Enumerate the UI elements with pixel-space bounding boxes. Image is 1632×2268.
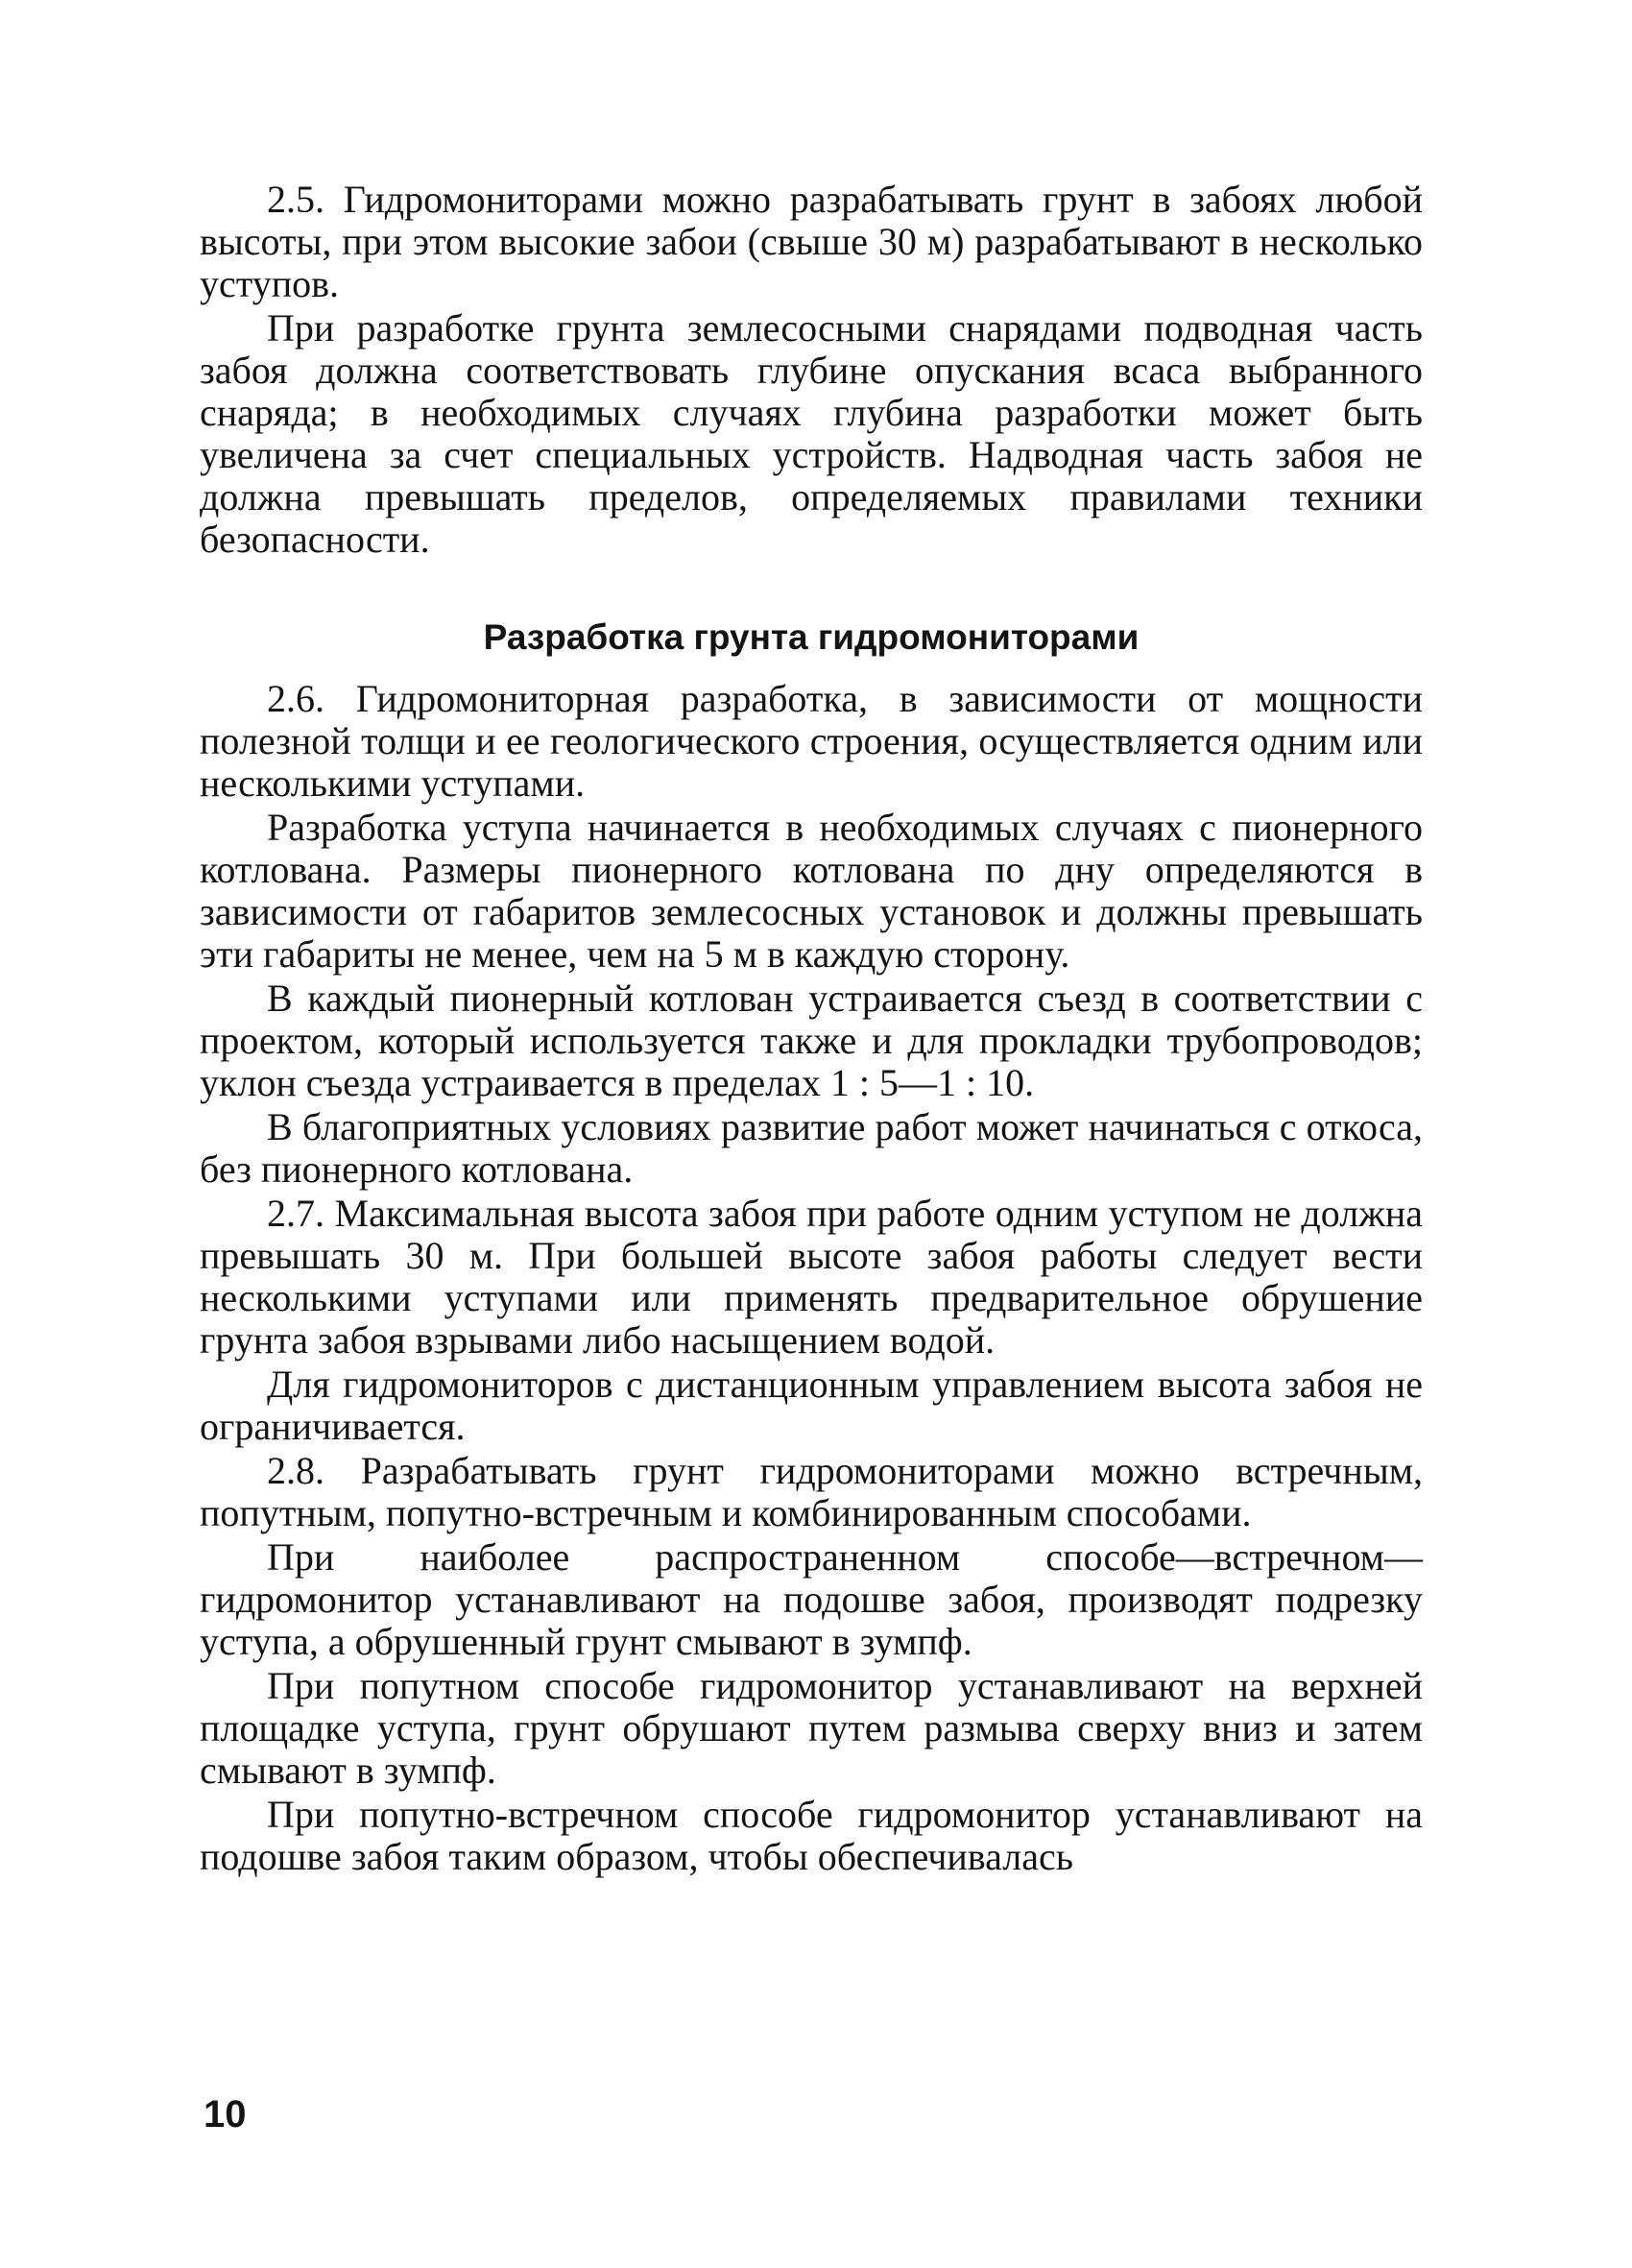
paragraph-concurrent-method: При попутном способе гидромонитор устанавливают на верхней площадке уступа, грунт обрушают путем размыва сверху вниз и затем смывают в зумпф.	[200, 1664, 1423, 1792]
paragraph-ramp: В каждый пионерный котлован устраивается съезд в соответствии с проектом, который используется также и для прокладки трубопроводов; уклон съезда устраивается в пределах 1 : 5—1 : 10.	[200, 977, 1423, 1104]
section-heading: Разработка грунта гидромониторами	[483, 617, 1140, 657]
paragraph-counter-method: При наиболее распространенном способе—встречном—гидромонитор устанавливают на подошве забоя, производят подрезку уступа, а обрушенный грунт смывают в зумпф.	[200, 1535, 1423, 1663]
paragraph-remote-control: Для гидромониторов с дистанционным управлением высота забоя не ограничивается.	[200, 1363, 1423, 1448]
paragraph-2-5: 2.5. Гидромониторами можно разрабатывать грунт в забоях любой высоты, при этом высокие забои (свыше 30 м) разрабатывают в несколько уступов.	[200, 178, 1423, 305]
page-number: 10	[204, 2093, 247, 2135]
paragraph-2-7: 2.7. Максимальная высота забоя при работе одним уступом не должна превышать 30 м. При большей высоте забоя работы следует вести несколькими уступами или применять предварительное обрушение грунта забоя взрывами либо насыщением водой.	[200, 1192, 1423, 1362]
paragraph-2-6: 2.6. Гидромониторная разработка, в зависимости от мощности полезной толщи и ее геологического строения, осуществляется одним или несколькими уступами.	[200, 677, 1423, 805]
paragraph-pioneer-pit: Разработка уступа начинается в необходимых случаях с пионерного котлована. Размеры пионерного котлована по дну определяются в зависимости от габаритов землесосных установок и должны превышать эти габариты не менее, чем на 5 м в каждую сторону.	[200, 806, 1423, 976]
paragraph-combined-method: При попутно-встречном способе гидромонитор устанавливают на подошве забоя таким образом, чтобы обеспечивалась	[200, 1793, 1423, 1878]
paragraph-2-8: 2.8. Разрабатывать грунт гидромониторами можно встречным, попутным, попутно-встречным и комбинированным способами.	[200, 1449, 1423, 1534]
paragraph-favorable-conditions: В благоприятных условиях развитие работ может начинаться с откоса, без пионерного котлована.	[200, 1105, 1423, 1191]
paragraph-dredge-face: При разработке грунта землесосными снарядами подводная часть забоя должна соответствовать глубине опускания всаса выбранного снаряда; в необходимых случаях глубина разработки может быть увеличена за счет специальных устройств. Надводная часть забоя не должна превышать пределов, определяемых правилами техники безопасности.	[200, 306, 1423, 561]
body-text	[200, 179, 1423, 1878]
